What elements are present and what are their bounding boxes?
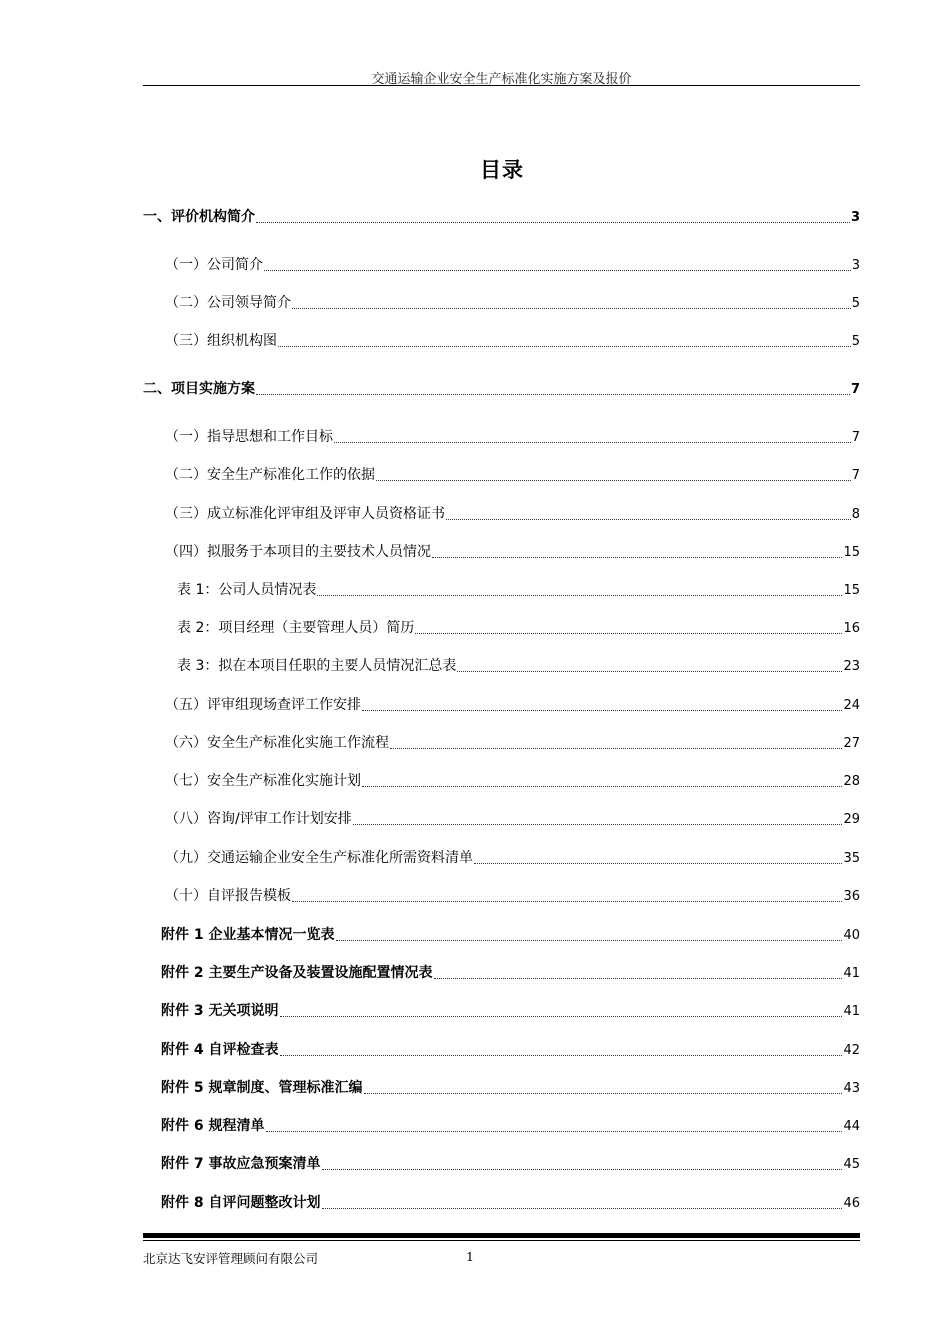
toc-entry[interactable]: （五）评审组现场查评工作安排 24	[165, 697, 860, 713]
toc-entry[interactable]: （六）安全生产标准化实施工作流程 27	[165, 735, 860, 751]
toc-entry[interactable]: 表 1：公司人员情况表 15	[177, 582, 860, 598]
toc-leader	[362, 786, 842, 787]
toc-leader	[434, 978, 843, 979]
toc-leader	[457, 671, 842, 672]
toc-leader	[322, 1169, 843, 1170]
toc-entry-appendix[interactable]: 附件 3 无关项说明 41	[161, 1003, 860, 1019]
toc-leader	[280, 1055, 843, 1056]
toc-entry[interactable]: （十）自评报告模板 36	[165, 888, 860, 904]
toc-leader	[280, 1016, 843, 1017]
toc-entry-appendix[interactable]: 附件 2 主要生产设备及装置设施配置情况表 41	[161, 965, 860, 981]
toc-leader	[390, 748, 842, 749]
toc-leader	[415, 633, 842, 634]
footer-company-name: 北京达飞安评管理顾问有限公司	[143, 1251, 319, 1266]
toc-leader	[336, 940, 843, 941]
toc-leader	[364, 1093, 843, 1094]
toc-leader	[376, 480, 851, 481]
toc-entry[interactable]: 表 3：拟在本项目任职的主要人员情况汇总表 23	[177, 658, 860, 674]
toc-leader	[292, 308, 851, 309]
toc-leader	[317, 595, 842, 596]
toc-leader	[353, 824, 843, 825]
toc-entry[interactable]: （九）交通运输企业安全生产标准化所需资料清单 35	[165, 850, 860, 866]
toc-entry-appendix[interactable]: 附件 4 自评检查表 42	[161, 1042, 860, 1058]
toc-entry[interactable]: （三）成立标准化评审组及评审人员资格证书 8	[165, 506, 860, 522]
toc-entry-section-2[interactable]: 二、项目实施方案 7	[143, 381, 860, 397]
toc-entry[interactable]: （二）公司领导简介 5	[165, 295, 860, 311]
toc-title: 目录	[480, 158, 524, 182]
toc-entry[interactable]: （一）指导思想和工作目标 7	[165, 429, 860, 445]
toc-entry[interactable]: （三）组织机构图 5	[165, 333, 860, 349]
toc-entry[interactable]: （八）咨询/评审工作计划安排 29	[165, 811, 860, 827]
toc-leader	[256, 394, 850, 395]
toc-leader	[292, 901, 842, 902]
header-rule	[143, 85, 860, 86]
toc-entry-appendix[interactable]: 附件 1 企业基本情况一览表 40	[161, 927, 860, 943]
footer-rule-thin	[143, 1240, 860, 1241]
toc-entry[interactable]: （二）安全生产标准化工作的依据 7	[165, 467, 860, 483]
toc-entry[interactable]: （四）拟服务于本项目的主要技术人员情况 15	[165, 544, 860, 560]
toc-entry[interactable]: （七）安全生产标准化实施计划 28	[165, 773, 860, 789]
toc-leader	[446, 519, 851, 520]
toc-leader	[266, 1131, 843, 1132]
footer-page-number: 1	[466, 1249, 474, 1264]
toc-entry-appendix[interactable]: 附件 7 事故应急预案清单 45	[161, 1156, 860, 1172]
page-header-title: 交通运输企业安全生产标准化实施方案及报价	[371, 72, 632, 87]
toc-leader	[362, 710, 842, 711]
toc-entry-appendix[interactable]: 附件 8 自评问题整改计划 46	[161, 1195, 860, 1211]
toc-leader	[264, 270, 851, 271]
toc-leader	[474, 863, 842, 864]
toc-entry-appendix[interactable]: 附件 6 规程清单 44	[161, 1118, 860, 1134]
toc-leader	[278, 346, 851, 347]
toc-leader	[334, 442, 851, 443]
toc-leader	[432, 557, 842, 558]
toc-entry-section-1[interactable]: 一、评价机构简介 3	[143, 209, 860, 225]
toc-entry[interactable]: 表 2：项目经理（主要管理人员）简历 16	[177, 620, 860, 636]
toc-entry[interactable]: （一）公司简介 3	[165, 257, 860, 273]
footer-rule	[143, 1233, 860, 1238]
toc-leader	[322, 1208, 843, 1209]
toc-leader	[256, 222, 850, 223]
toc-entry-appendix[interactable]: 附件 5 规章制度、管理标准汇编 43	[161, 1080, 860, 1096]
